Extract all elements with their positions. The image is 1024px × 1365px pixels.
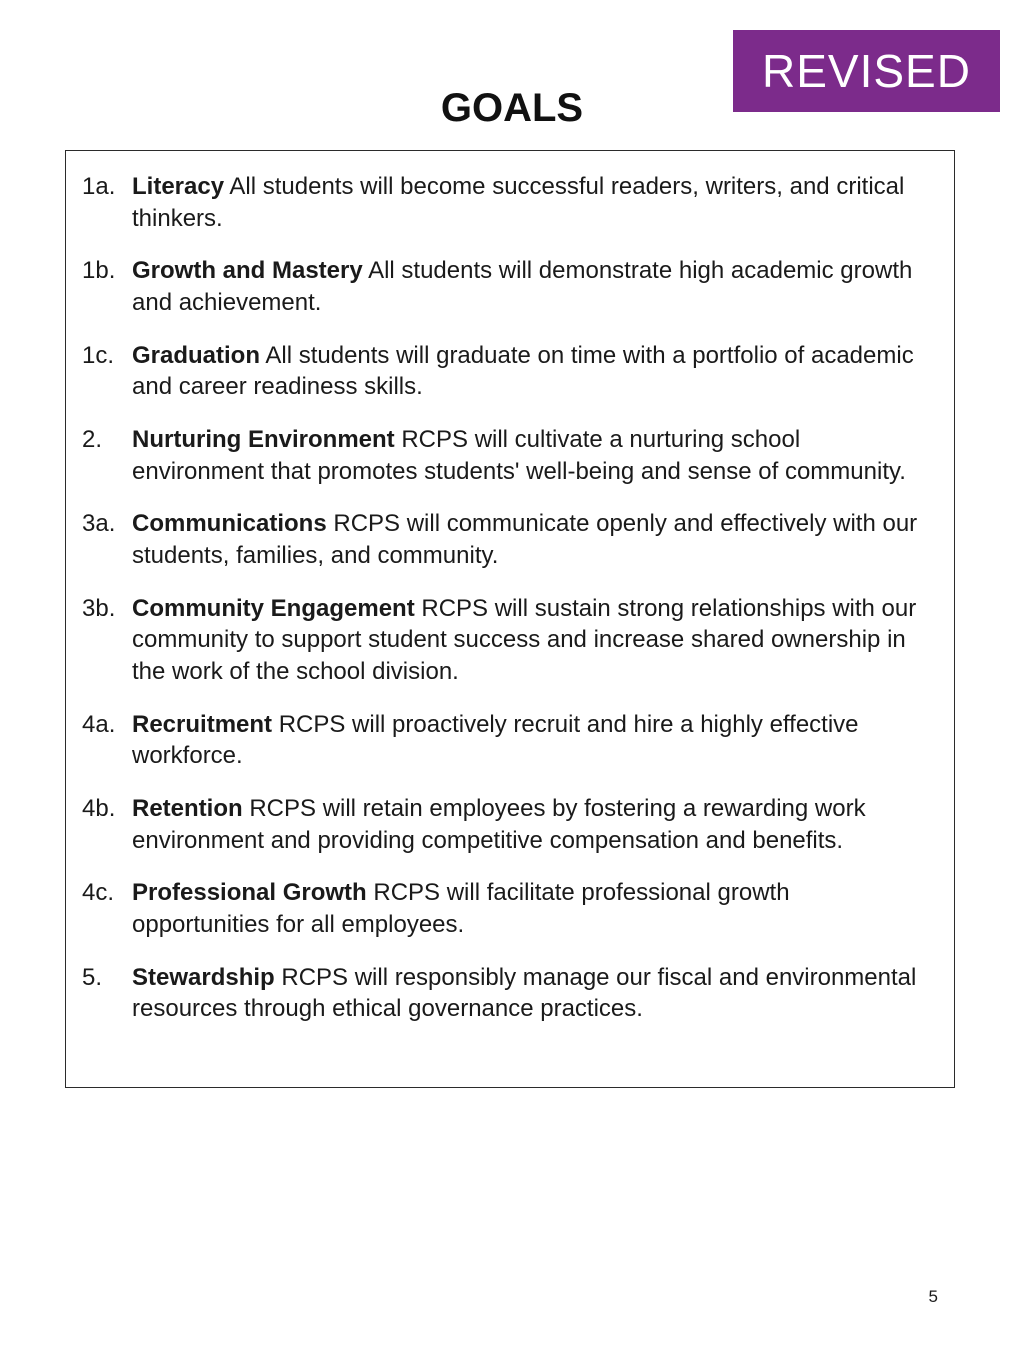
goal-description: RCPS will communicate openly and effectively with our students, families, and community. bbox=[132, 510, 918, 570]
goal-keyword: Retention bbox=[132, 795, 243, 823]
goal-item bbox=[82, 255, 932, 318]
goal-keyword: Graduation bbox=[132, 341, 261, 369]
goal-text bbox=[132, 593, 932, 688]
goal-description: RCPS will sustain strong relationships with our community to support student success and increase shared ownership in the work of the school division. bbox=[132, 594, 917, 686]
goal-number: 1b. bbox=[82, 257, 116, 285]
goal-item bbox=[82, 793, 932, 856]
revised-banner-label: REVISED bbox=[762, 45, 971, 97]
goal-number: 5. bbox=[82, 963, 103, 991]
goal-text bbox=[132, 962, 932, 1025]
goal-keyword: Growth and Mastery bbox=[132, 257, 363, 285]
goal-number: 4b. bbox=[82, 795, 116, 823]
goal-description: RCPS will retain employees by fostering a rewarding work environment and providing competitive compensation and benefits. bbox=[132, 795, 866, 854]
goal-number: 4a. bbox=[82, 710, 116, 738]
goals-box bbox=[65, 150, 955, 1088]
goal-keyword: Community Engagement bbox=[132, 594, 415, 622]
goal-description: RCPS will responsibly manage our fiscal and environmental resources through ethical governance practices. bbox=[132, 963, 917, 1023]
goal-text bbox=[132, 171, 932, 234]
page-number: 5 bbox=[928, 1287, 938, 1306]
goal-keyword: Nurturing Environment bbox=[132, 426, 395, 454]
goal-keyword: Recruitment bbox=[132, 710, 273, 738]
goal-item bbox=[82, 508, 932, 571]
goal-text bbox=[132, 508, 932, 571]
goal-description: RCPS will cultivate a nurturing school environment that promotes students' well-being and sense of community. bbox=[132, 426, 906, 485]
goal-item bbox=[82, 962, 932, 1025]
goal-text bbox=[132, 255, 932, 318]
goal-number: 4c. bbox=[82, 879, 115, 907]
goal-keyword: Literacy bbox=[132, 173, 225, 200]
goal-item bbox=[82, 709, 932, 772]
page-title: GOALS bbox=[440, 86, 584, 130]
goal-item bbox=[82, 340, 932, 403]
goal-description: All students will graduate on time with a portfolio of academic and career readiness skills. bbox=[132, 341, 914, 401]
goal-description: RCPS will proactively recruit and hire a highly effective workforce. bbox=[132, 710, 859, 770]
goal-text bbox=[132, 709, 932, 772]
goal-text bbox=[132, 793, 932, 856]
goal-description: All students will demonstrate high academic growth and achievement. bbox=[132, 257, 913, 317]
goal-item bbox=[82, 424, 932, 487]
goal-item bbox=[82, 171, 932, 234]
goal-text bbox=[132, 340, 932, 403]
goal-text bbox=[132, 424, 932, 487]
goal-number: 3b. bbox=[82, 594, 116, 622]
goal-item bbox=[82, 593, 932, 688]
goal-number: 2. bbox=[82, 426, 103, 454]
goal-keyword: Stewardship bbox=[132, 963, 275, 991]
goal-keyword: Communications bbox=[132, 510, 327, 538]
goal-number: 3a. bbox=[82, 510, 116, 538]
goal-item bbox=[82, 877, 932, 940]
goal-description: RCPS will facilitate professional growth opportunities for all employees. bbox=[132, 879, 790, 939]
goal-number: 1c. bbox=[82, 341, 115, 369]
goal-number: 1a. bbox=[82, 173, 116, 200]
goal-text bbox=[132, 877, 932, 940]
goal-description: All students will become successful readers, writers, and critical thinkers. bbox=[132, 173, 905, 232]
goal-keyword: Professional Growth bbox=[132, 879, 367, 907]
